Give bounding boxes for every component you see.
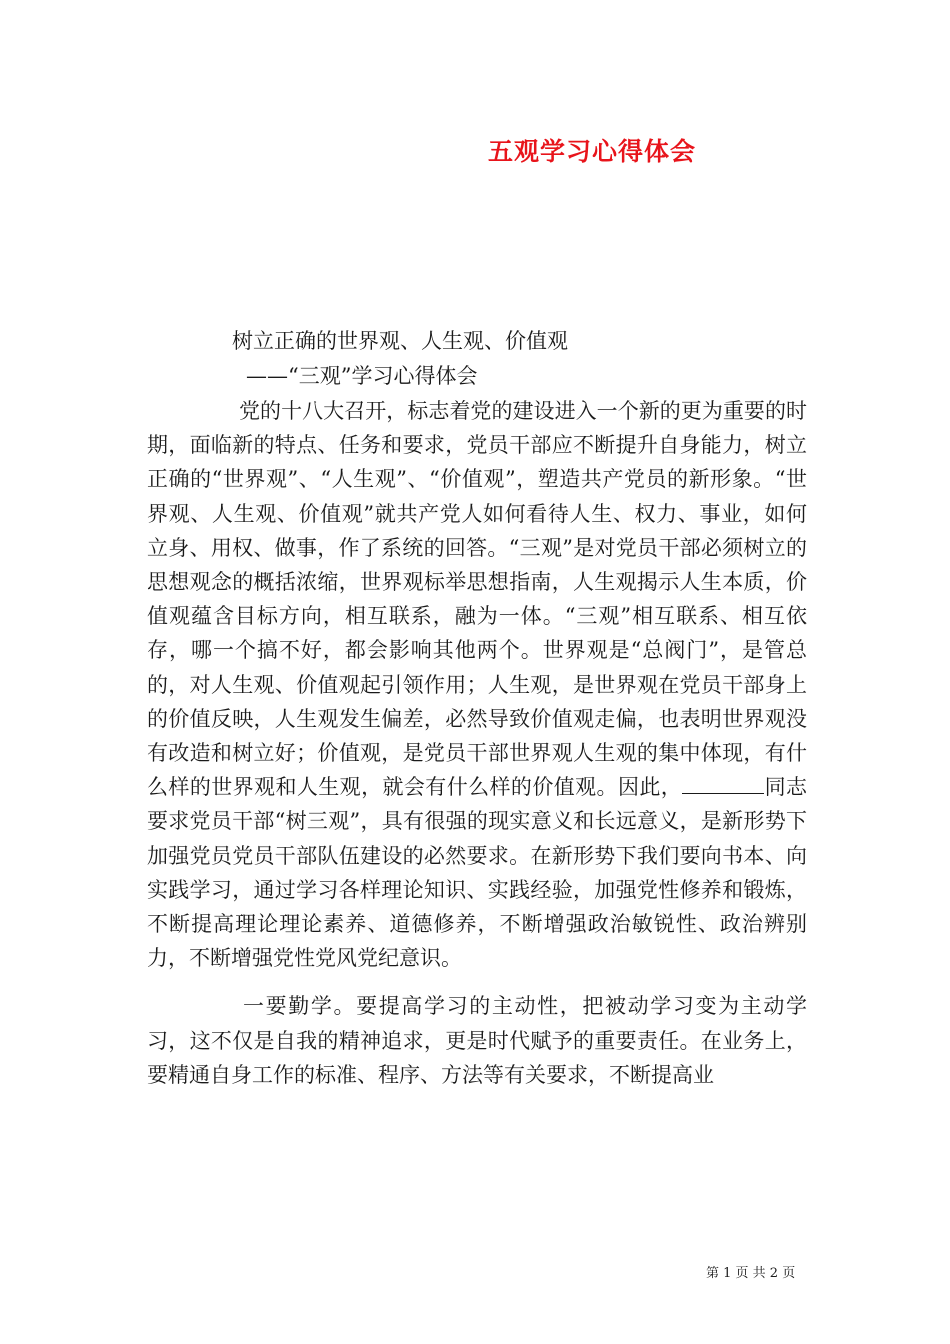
paragraph-intro bbox=[147, 394, 807, 975]
paragraph-intro-part1: 党的十八大召开，标志着党的建设进入一个新的更为重要的时期，面临新的特点、任务和要求，党员干部应不断提升自身能力，树立正确的“世界观”、“人生观”、“价值观”，塑造共产党员的新形象。“世界观、人生观、价值观”就共产党人如何看待人生、权力、事业，如何立身、用权、做事，作了系统的回答。“三观”是对党员干部必须树立的思想观念的概括浓缩，世界观标举思想指南，人生观揭示人生本质，价值观蕴含目标方向，相互联系，融为一体。“三观”相互联系、相互依存，哪一个搞不好，都会影响其他两个。世界观是“总阀门”，是管总的，对人生观、价值观起引领作用；人生观，是世界观在党员干部身上的价值反映，人生观发生偏差，必然导致价值观走偏，也表明世界观没有改造和树立好；价值观，是党员干部世界观人生观的集中体现，有什么样的世界观和人生观，就会有什么样的价值观。因此， bbox=[147, 399, 807, 800]
blank-underline bbox=[682, 775, 764, 794]
paragraph-study: 一要勤学。要提高学习的主动性，把被动学习变为主动学习，这不仅是自我的精神追求，更是时代赋予的重要责任。在业务上，要精通自身工作的标准、程序、方法等有关要求，不断提高业 bbox=[147, 994, 807, 1087]
page-number: 第 1 页 共 2 页 bbox=[706, 1266, 796, 1281]
document-title: 五观学习心得体会 bbox=[488, 137, 697, 166]
paragraph-intro-part2: 同志要求党员干部“树三观”，具有很强的现实意义和长远意义，是新形势下加强党员党员干部队伍建设的必然要求。在新形势下我们要向书本、向实践学习，通过学习各样理论知识、实践经验，加强党性修养和锻炼，不断提高理论理论素养、道德修养，不断增强政治敏锐性、政治辨别力，不断增强党性党风党纪意识。 bbox=[147, 775, 808, 971]
article-headline: 树立正确的世界观、人生观、价值观 bbox=[232, 329, 568, 353]
article-body bbox=[147, 394, 807, 1092]
article-subheadline: ——“三观”学习心得体会 bbox=[246, 364, 478, 388]
